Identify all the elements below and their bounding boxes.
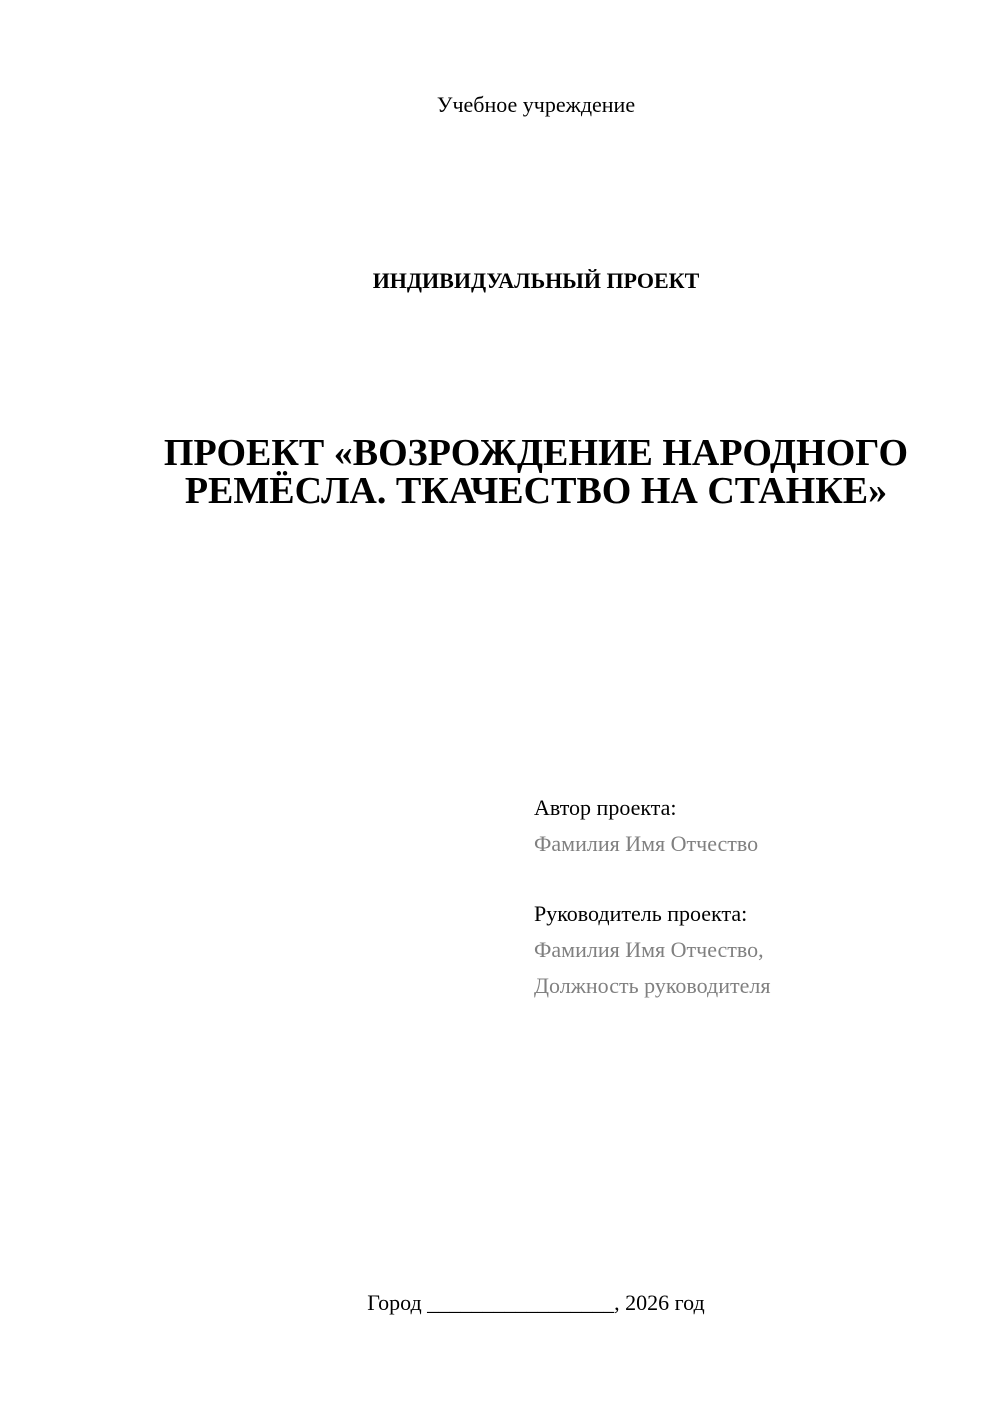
institution-name: Учебное учреждение — [436, 92, 636, 117]
supervisor-position: Должность руководителя — [534, 973, 771, 998]
authors-block — [534, 790, 770, 1004]
project-title — [120, 434, 952, 510]
project-title-line-2: РЕМЁСЛА. ТКАЧЕСТВО НА СТАНКЕ» — [184, 470, 888, 512]
project-title-line-1: ПРОЕКТ «ВОЗРОЖДЕНИЕ НАРОДНОГО — [163, 432, 909, 474]
author-label: Автор проекта: — [534, 795, 677, 820]
city-year-footer: Город _________________, 2026 год — [367, 1290, 705, 1315]
document-type-heading: ИНДИВИДУАЛЬНЫЙ ПРОЕКТ — [372, 268, 700, 293]
supervisor-name: Фамилия Имя Отчество, — [534, 937, 764, 962]
author-name: Фамилия Имя Отчество — [534, 831, 759, 856]
spacer — [534, 862, 770, 896]
supervisor-label: Руководитель проекта: — [534, 901, 748, 926]
